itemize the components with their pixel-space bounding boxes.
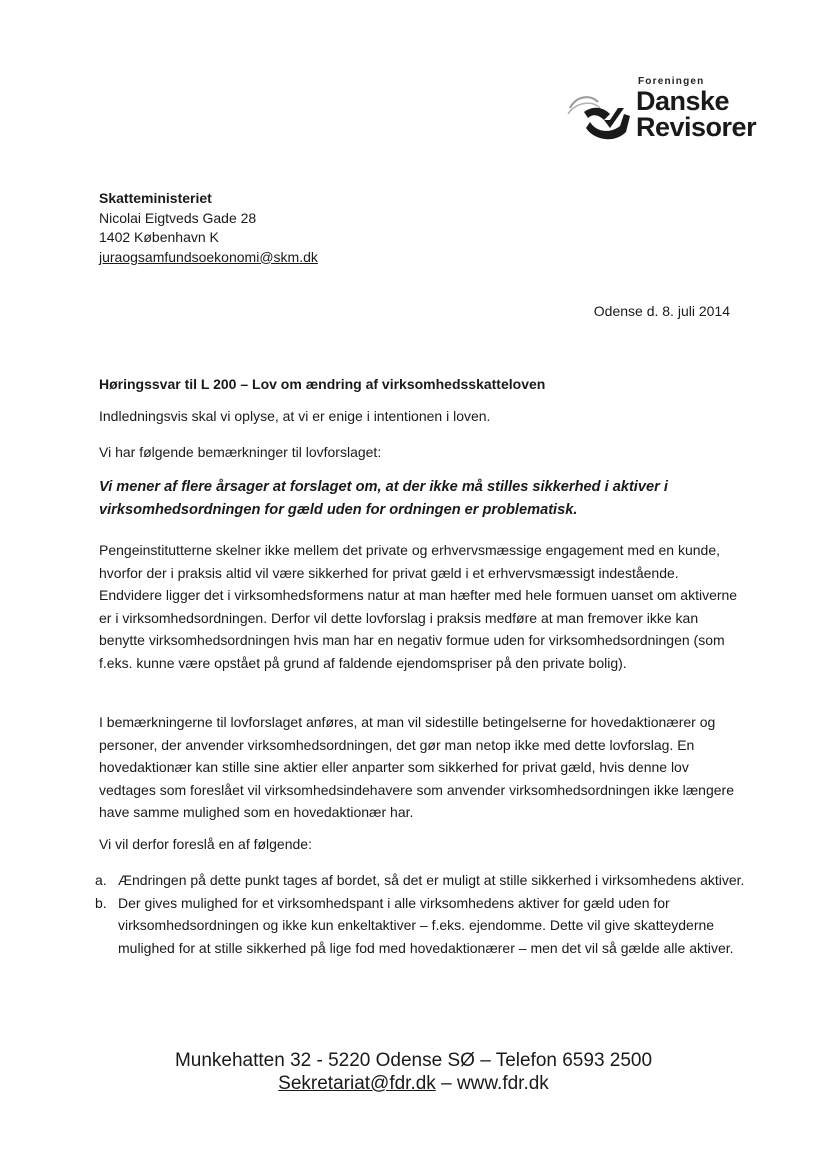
letter-subject: Høringssvar til L 200 – Lov om ændring af virksomhedsskatteloven [99,376,546,392]
organization-logo [562,76,772,142]
letter-footer [0,1049,827,1095]
footer-email-link[interactable]: Sekretariat@fdr.dk [278,1073,436,1094]
logo-text-danske: Danske [636,86,730,116]
logo-tagline: Foreningen [638,76,705,87]
recipient-address [99,189,318,267]
list-marker: a. [95,872,107,888]
list-marker: b. [95,894,107,911]
logo-text-revisorer: Revisorer [636,112,757,142]
body-paragraph-remarks: I bemærkningerne til lovforslaget anføres, at man vil sidestille betingelserne for hovedaktionærer og personer, der anvender virksomhedsordningen, det gør man netop ikke med dette lovforslag. En hovedaktionær kan stille sine aktier eller anparter som sikkerhed for privat gæld, hvis denne lov vedtages som foreslået vil virksomhedsindehavere som anvender virksomhedsordningen ikke længere have samme mulighed som en hovedaktionær har. [99,714,734,821]
recipient-name: Skatteministeriet [99,190,212,206]
proposal-intro-paragraph: Vi vil derfor foreslå en af følgende: [99,836,312,852]
recipient-street: Nicolai Eigtveds Gade 28 [99,209,257,226]
list-item [95,869,745,892]
footer-separator: – [435,1073,457,1094]
footer-web-link[interactable]: www.fdr.dk [456,1073,549,1094]
list-item-text: Ændringen på dette punkt tages af bordet, så det er muligt at stille sikkerhed i virksomhedens aktiver. [118,872,745,888]
list-item [95,892,745,960]
footer-address: Munkehatten 32 - 5220 Odense SØ – Telefon 6593 2500 [174,1050,653,1071]
letter-date: Odense d. 8. juli 2014 [593,303,730,319]
emphasis-statement: Vi mener af flere årsager at forslaget om, at der ikke må stilles sikkerhed i aktiver i virksomhedsordningen for gæld uden for ordningen er problematisk. [99,479,668,518]
logo-swirl-icon [564,86,636,142]
proposal-list [95,869,745,959]
intro-paragraph: Indledningsvis skal vi oplyse, at vi er enige i intentionen i loven. [99,408,491,424]
body-paragraph-banks: Pengeinstitutterne skelner ikke mellem det private og erhvervsmæssige engagement med en kunde, hvorfor der i praksis altid vil være sikkerhed for privat gæld i et erhvervsmæssigt indestående. Endvidere ligger det i virksomhedsformens natur at man hæfter med hele formuen uanset om aktiverne er i virksomhedsordningen. Derfor vil dette lovforslag i praksis medføre at man fremover ikke kan benytte virksomhedsordningen hvis man har en negativ formue uden for virksomhedsordningen (som f.eks. kunne være opstået på grund af faldende ejendomspriser på den private bolig). [99,542,738,671]
recipient-email-link[interactable]: juraogsamfundsoekonomi@skm.dk [99,248,318,265]
footer-contact-line [0,1072,827,1095]
recipient-city: 1402 København K [99,229,219,245]
remarks-intro-paragraph: Vi har følgende bemærkninger til lovforslaget: [99,444,382,460]
list-item-text: Der gives mulighed for et virksomhedspant i alle virksomhedens aktiver for gæld uden for virksomhedsordningen og ikke kun enkeltaktiver – f.eks. ejendomme. Dette vil give skatteyderne mulighed for at stille sikkerhed på lige fod med hovedaktionærer – men det vil så gælde alle aktiver. [118,894,734,956]
